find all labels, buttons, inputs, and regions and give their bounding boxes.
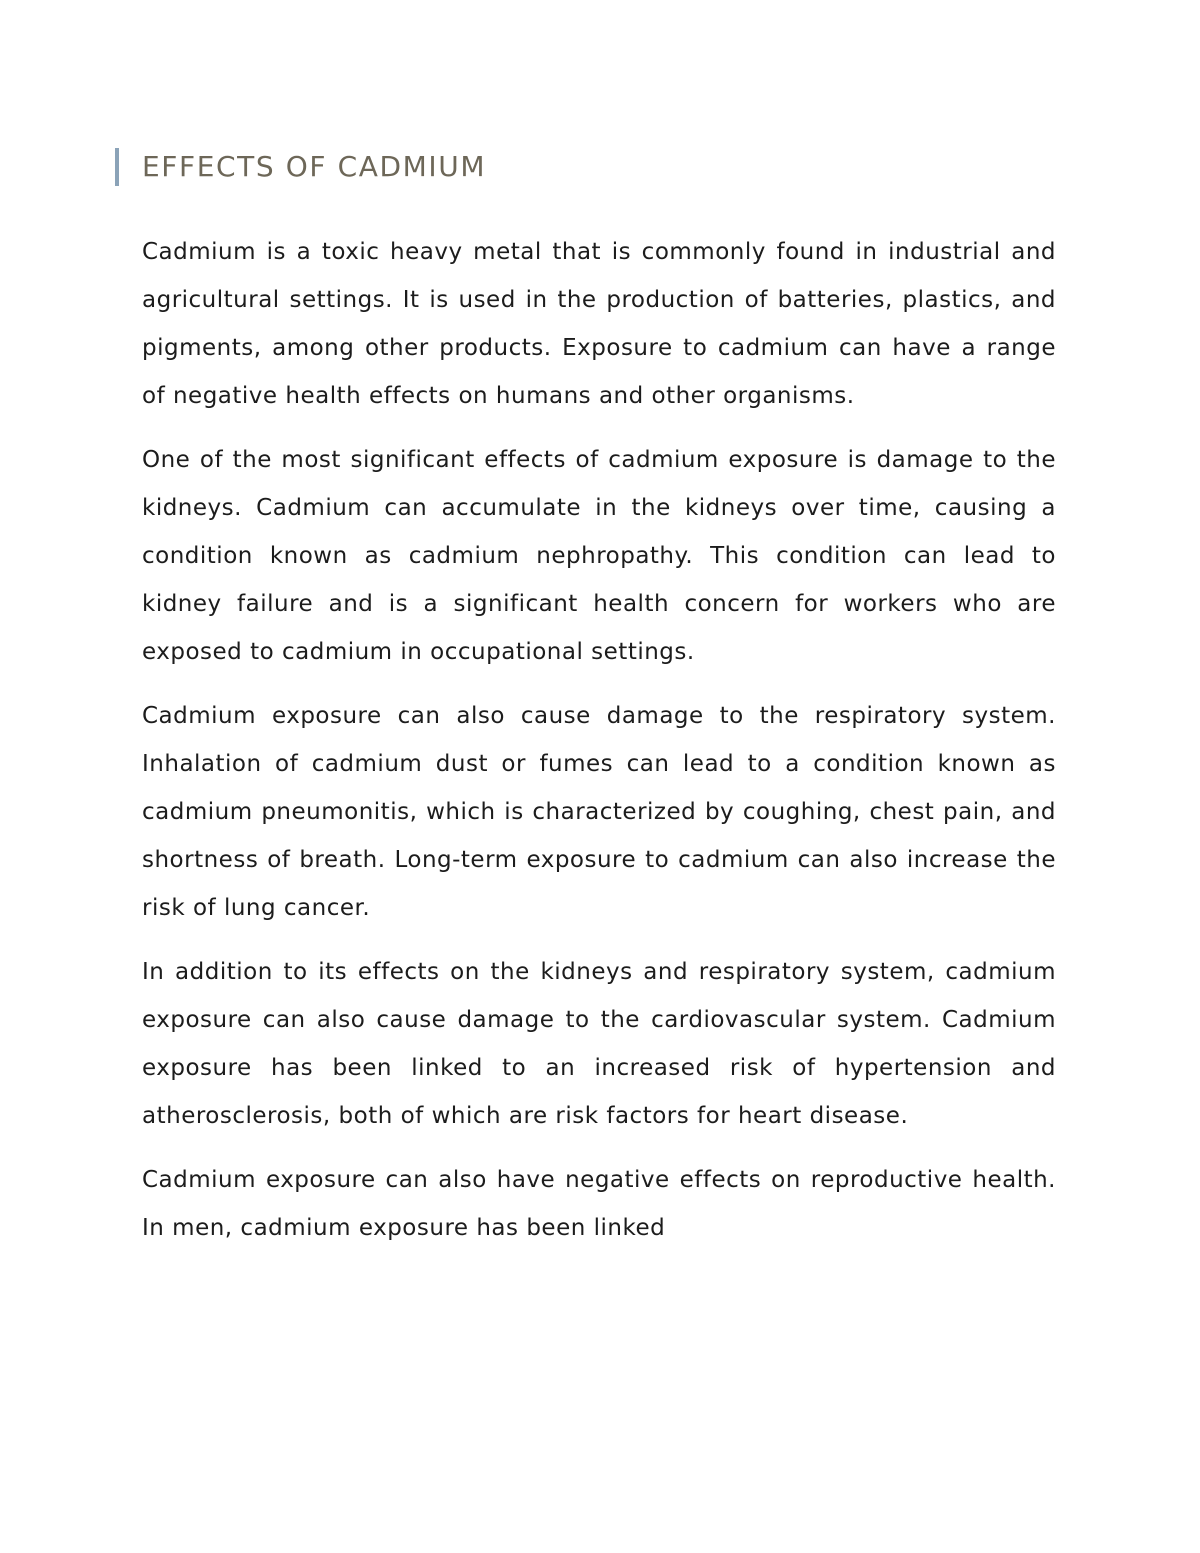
paragraph-kidneys: One of the most significant effects of cadmium exposure is damage to the kidneys. Cadmium can accumulate in the kidneys over time, causing a condition known as cadmium nephropathy. This condition can lead to kidney failure and is a significant health concern for workers who are exposed to cadmium in occupational settings. [142, 447, 1056, 665]
paragraph-intro: Cadmium is a toxic heavy metal that is commonly found in industrial and agricultural settings. It is used in the production of batteries, plastics, and pigments, among other products. Exposure to cadmium can have a range of negative health effects on humans and other organisms. [142, 239, 1056, 409]
paragraph-respiratory: Cadmium exposure can also cause damage to the respiratory system. Inhalation of cadmium dust or fumes can lead to a condition known as cadmium pneumonitis, which is characterized by coughing, chest pain, and shortness of breath. Long-term exposure to cadmium can also increase the risk of lung cancer. [142, 703, 1056, 921]
heading-accent-bar [115, 148, 119, 186]
body-text [142, 228, 1056, 1268]
section-heading-block [115, 147, 1075, 187]
section-heading: EFFECTS OF CADMIUM [142, 150, 487, 183]
paragraph-reproductive: Cadmium exposure can also have negative effects on reproductive health. In men, cadmium exposure has been linked [142, 1167, 1056, 1241]
paragraph-cardiovascular: In addition to its effects on the kidneys and respiratory system, cadmium exposure can also cause damage to the cardiovascular system. Cadmium exposure has been linked to an increased risk of hypertension and atherosclerosis, both of which are risk factors for heart disease. [142, 959, 1056, 1129]
